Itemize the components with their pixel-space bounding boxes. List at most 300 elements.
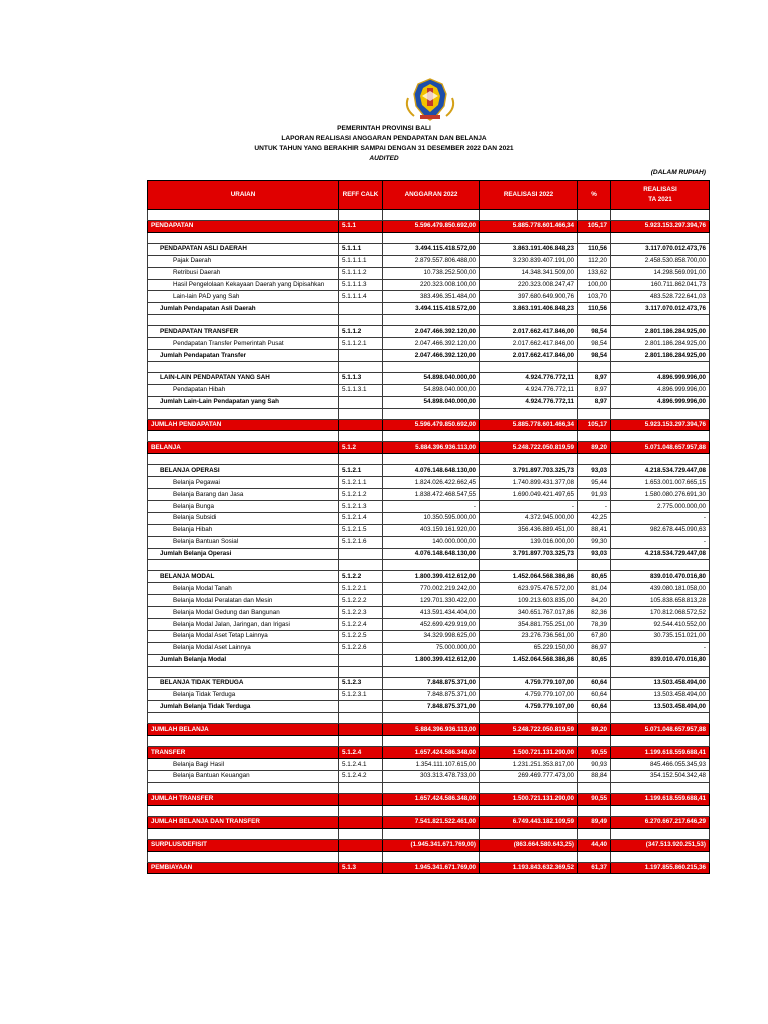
cell-reff [339,454,383,465]
cell-uraian: Jumlah Lain-Lain Pendapatan yang Sah [148,396,339,408]
cell-anggaran: 1.800.399.412.612,00 [383,654,480,666]
cell-reff: 5.1.1.2 [339,326,383,338]
cell-uraian [148,454,339,465]
cell-realisasi-prev: 4.218.534.729.447,08 [611,465,710,477]
cell-realisasi-prev: 5.923.153.297.394,76 [611,419,710,431]
spacer-row [148,560,710,571]
cell-uraian: Jumlah Pendapatan Asli Daerah [148,303,339,315]
cell-reff [339,654,383,666]
spacer-row [148,431,710,442]
cell-reff [339,839,383,851]
cell-percent: 88,84 [578,770,611,782]
cell-reff [339,396,383,408]
table-row [148,267,710,279]
cell-percent [578,828,611,839]
cell-uraian: LAIN-LAIN PENDAPATAN YANG SAH [148,372,339,384]
cell-uraian: PENDAPATAN [148,221,339,233]
cell-realisasi-prev: 2.775.000.000,00 [611,501,710,513]
cell-percent: 60,64 [578,689,611,701]
cell-anggaran [383,805,480,816]
cell-realisasi-prev [611,828,710,839]
cell-uraian: BELANJA MODAL [148,571,339,583]
cell-realisasi: 3.230.839.407.191,00 [480,255,578,267]
cell-reff [339,724,383,736]
cell-percent: 60,64 [578,701,611,713]
cell-uraian: PENDAPATAN TRANSFER [148,326,339,338]
cell-uraian: TRANSFER [148,747,339,759]
cell-realisasi-prev: 4.896.999.996,00 [611,372,710,384]
cell-percent: 61,37 [578,862,611,874]
table-row [148,701,710,713]
cell-anggaran [383,408,480,419]
cell-percent: 95,44 [578,477,611,489]
cell-uraian: Belanja Subsidi [148,512,339,524]
cell-percent: 8,97 [578,384,611,396]
table-row [148,583,710,595]
cell-reff: 5.1.2.1 [339,465,383,477]
spacer-row [148,736,710,747]
table-row [148,396,710,408]
cell-uraian: Retribusi Daerah [148,267,339,279]
cell-uraian [148,210,339,221]
table-row [148,536,710,548]
cell-percent [578,851,611,862]
cell-realisasi: 2.017.662.417.846,00 [480,338,578,350]
cell-reff [339,713,383,724]
cell-realisasi-prev: 160.711.862.041,73 [611,279,710,291]
cell-percent: 103,70 [578,291,611,303]
cell-uraian [148,361,339,372]
cell-uraian: Pendapatan Hibah [148,384,339,396]
table-row [148,419,710,431]
cell-anggaran: 2.047.466.392.120,00 [383,338,480,350]
cell-percent: 89,20 [578,442,611,454]
cell-reff: 5.1.2.2.3 [339,607,383,619]
cell-uraian [148,828,339,839]
cell-realisasi-prev: 2.458.530.858.700,00 [611,255,710,267]
cell-reff: 5.1.1.1.1 [339,255,383,267]
cell-percent [578,782,611,793]
cell-uraian: Jumlah Pendapatan Transfer [148,350,339,362]
cell-anggaran: 10.738.252.500,00 [383,267,480,279]
cell-uraian [148,666,339,677]
cell-realisasi: 23.276.736.561,00 [480,630,578,642]
cell-percent: 93,03 [578,548,611,560]
cell-realisasi [480,782,578,793]
cell-uraian: Belanja Bunga [148,501,339,513]
cell-realisasi-prev [611,851,710,862]
cell-percent [578,408,611,419]
cell-percent [578,713,611,724]
cell-realisasi-prev: 839.010.470.016,80 [611,571,710,583]
cell-percent: 82,36 [578,607,611,619]
cell-realisasi: 354.881.755.251,00 [480,619,578,631]
cell-realisasi-prev [611,666,710,677]
cell-uraian: Hasil Pengelolaan Kekayaan Daerah yang Dipisahkan [148,279,339,291]
cell-uraian: Belanja Bagi Hasil [148,759,339,771]
cell-realisasi [480,232,578,243]
table-row [148,465,710,477]
cell-realisasi-prev: 845.466.055.345,93 [611,759,710,771]
cell-realisasi-prev: 5.071.048.657.957,88 [611,442,710,454]
cell-anggaran: 403.159.161.920,00 [383,524,480,536]
cell-anggaran [383,782,480,793]
cell-realisasi-prev: 1.197.855.860.215,36 [611,862,710,874]
cell-percent: 80,65 [578,571,611,583]
cell-reff: 5.1.2.1.3 [339,501,383,513]
cell-uraian: Belanja Bantuan Keuangan [148,770,339,782]
cell-realisasi [480,560,578,571]
table-row [148,303,710,315]
cell-reff: 5.1.1.3 [339,372,383,384]
cell-realisasi-prev: 2.801.186.284.925,00 [611,326,710,338]
table-row [148,595,710,607]
cell-realisasi [480,851,578,862]
table-row [148,654,710,666]
cell-reff: 5.1.1.1.2 [339,267,383,279]
cell-reff: 5.1.2.2.2 [339,595,383,607]
cell-anggaran [383,736,480,747]
cell-uraian [148,805,339,816]
cell-percent: 44,40 [578,839,611,851]
cell-uraian [148,736,339,747]
cell-realisasi: 1.231.251.353.817,00 [480,759,578,771]
cell-realisasi-prev [611,713,710,724]
cell-realisasi [480,315,578,326]
cell-uraian: Jumlah Belanja Operasi [148,548,339,560]
cell-percent: 89,49 [578,816,611,828]
table-row [148,291,710,303]
cell-anggaran: 1.945.341.671.769,00 [383,862,480,874]
cell-anggaran [383,560,480,571]
cell-percent: 105,17 [578,221,611,233]
cell-realisasi [480,454,578,465]
cell-uraian: SURPLUS/DEFISIT [148,839,339,851]
cell-anggaran: 129.701.330.422,00 [383,595,480,607]
table-row [148,255,710,267]
cell-uraian: JUMLAH BELANJA [148,724,339,736]
cell-uraian: Belanja Tidak Terduga [148,689,339,701]
cell-reff [339,805,383,816]
cell-percent [578,454,611,465]
cell-anggaran: 1.657.424.586.348,00 [383,793,480,805]
cell-percent: 81,04 [578,583,611,595]
cell-anggaran: 1.800.399.412.612,00 [383,571,480,583]
cell-anggaran [383,315,480,326]
cell-reff [339,431,383,442]
col-header-percent: % [578,181,611,210]
cell-realisasi: 1.193.843.632.369,52 [480,862,578,874]
cell-realisasi: 3.863.191.406.848,23 [480,243,578,255]
table-row [148,747,710,759]
cell-percent [578,361,611,372]
cell-realisasi: 340.651.767.017,86 [480,607,578,619]
table-row [148,630,710,642]
table-row [148,338,710,350]
table-row [148,770,710,782]
cell-realisasi: 4.759.779.107,00 [480,701,578,713]
cell-realisasi-prev: 2.801.186.284.925,00 [611,338,710,350]
cell-realisasi: 1.500.721.131.290,00 [480,747,578,759]
cell-percent [578,736,611,747]
cell-uraian: Belanja Hibah [148,524,339,536]
cell-reff [339,736,383,747]
cell-realisasi [480,736,578,747]
cell-percent: 110,56 [578,243,611,255]
cell-realisasi: 65.229.150,00 [480,642,578,654]
spacer-row [148,666,710,677]
cell-realisasi [480,431,578,442]
cell-anggaran: 2.879.557.806.488,00 [383,255,480,267]
cell-anggaran [383,828,480,839]
spacer-row [148,361,710,372]
cell-anggaran: 54.898.040.000,00 [383,372,480,384]
cell-realisasi-prev: 170.812.068.572,52 [611,607,710,619]
cell-realisasi: 4.924.776.772,11 [480,396,578,408]
cell-reff: 5.1.2.4.1 [339,759,383,771]
cell-reff: 5.1.1.3.1 [339,384,383,396]
cell-anggaran: 220.323.008.100,00 [383,279,480,291]
cell-uraian: Belanja Pegawai [148,477,339,489]
table-row [148,512,710,524]
col-header-realisasi: REALISASI 2022 [480,181,578,210]
cell-anggaran: 2.047.466.392.120,00 [383,326,480,338]
cell-realisasi-prev: 354.152.504.342,48 [611,770,710,782]
cell-percent: 90,93 [578,759,611,771]
cell-percent: 67,80 [578,630,611,642]
cell-uraian: BELANJA TIDAK TERDUGA [148,677,339,689]
cell-reff [339,419,383,431]
cell-realisasi-prev: 4.896.999.996,00 [611,396,710,408]
cell-realisasi-prev: 3.117.070.012.473,76 [611,303,710,315]
cell-anggaran: 303.313.478.733,00 [383,770,480,782]
cell-percent [578,666,611,677]
cell-anggaran [383,361,480,372]
cell-realisasi-prev [611,454,710,465]
spacer-row [148,805,710,816]
cell-anggaran: 3.494.115.418.572,00 [383,243,480,255]
cell-reff: 5.1.2.4 [339,747,383,759]
cell-percent: 60,64 [578,677,611,689]
cell-anggaran: 5.884.396.936.113,00 [383,442,480,454]
cell-reff: 5.1.1.1 [339,243,383,255]
spacer-row [148,210,710,221]
cell-percent: 110,56 [578,303,611,315]
cell-reff: 5.1.1.1.3 [339,279,383,291]
cell-percent: 90,55 [578,793,611,805]
cell-uraian: Pendapatan Transfer Pemerintah Pusat [148,338,339,350]
cell-realisasi-prev [611,782,710,793]
cell-reff [339,350,383,362]
cell-percent: 105,17 [578,419,611,431]
cell-percent [578,805,611,816]
cell-uraian: Belanja Modal Peralatan dan Mesin [148,595,339,607]
cell-realisasi: 1.690.049.421.497,65 [480,489,578,501]
cell-realisasi: 6.749.443.182.109,59 [480,816,578,828]
cell-realisasi-prev: 1.199.618.559.688,41 [611,747,710,759]
report-audit-status: AUDITED [369,155,399,162]
col-header-realisasi-prev-line1: REALISASI [643,186,677,194]
spacer-row [148,713,710,724]
spacer-row [148,315,710,326]
cell-realisasi-prev: 839.010.470.016,80 [611,654,710,666]
cell-anggaran: 5.884.396.936.113,00 [383,724,480,736]
table-row [148,501,710,513]
col-header-realisasi-prev [611,181,710,210]
cell-percent [578,315,611,326]
cell-anggaran: 10.350.595.000,00 [383,512,480,524]
cell-realisasi: (863.664.580.643,25) [480,839,578,851]
cell-reff [339,701,383,713]
cell-realisasi-prev: 14.298.569.091,00 [611,267,710,279]
cell-reff [339,210,383,221]
report-period: UNTUK TAHUN YANG BERAKHIR SAMPAI DENGAN 31 DESEMBER 2022 DAN 2021 [254,145,514,152]
cell-realisasi-prev [611,408,710,419]
cell-reff: 5.1.1.2.1 [339,338,383,350]
cell-anggaran: 75.000.000,00 [383,642,480,654]
cell-reff: 5.1.2.2.1 [339,583,383,595]
cell-reff [339,560,383,571]
cell-realisasi-prev [611,210,710,221]
cell-reff [339,232,383,243]
cell-uraian: PEMBIAYAAN [148,862,339,874]
cell-uraian: JUMLAH PENDAPATAN [148,419,339,431]
cell-reff: 5.1.2.3 [339,677,383,689]
cell-realisasi-prev: (347.513.920.251,53) [611,839,710,851]
cell-realisasi: 1.452.064.568.386,86 [480,571,578,583]
cell-realisasi: 2.017.662.417.846,00 [480,350,578,362]
cell-realisasi-prev: 6.270.667.217.646,29 [611,816,710,828]
cell-percent: 98,54 [578,350,611,362]
cell-anggaran [383,851,480,862]
cell-percent: 93,03 [578,465,611,477]
bali-province-emblem-icon [402,78,458,122]
table-row [148,489,710,501]
cell-reff [339,816,383,828]
cell-realisasi-prev: - [611,642,710,654]
cell-realisasi: 14.348.341.509,00 [480,267,578,279]
cell-reff: 5.1.2.2 [339,571,383,583]
spacer-row [148,828,710,839]
cell-uraian: Pajak Daerah [148,255,339,267]
spacer-row [148,408,710,419]
cell-uraian [148,408,339,419]
cell-realisasi: 4.759.779.107,00 [480,689,578,701]
cell-realisasi: 5.248.722.050.819,59 [480,442,578,454]
cell-anggaran: 1.354.111.107.615,00 [383,759,480,771]
cell-realisasi-prev: 13.503.458.494,00 [611,701,710,713]
cell-realisasi: 220.323.008.247,47 [480,279,578,291]
cell-anggaran: 1.824.026.422.662,45 [383,477,480,489]
cell-uraian: Belanja Modal Jalan, Jaringan, dan Irigasi [148,619,339,631]
cell-reff [339,548,383,560]
cell-percent: 78,39 [578,619,611,631]
cell-percent: 112,20 [578,255,611,267]
cell-realisasi-prev [611,736,710,747]
cell-reff [339,793,383,805]
cell-realisasi-prev: - [611,536,710,548]
cell-realisasi-prev [611,232,710,243]
table-row [148,816,710,828]
cell-anggaran: 452.699.429.919,00 [383,619,480,631]
cell-realisasi: 1.740.899.431.377,08 [480,477,578,489]
table-row [148,326,710,338]
spacer-row [148,232,710,243]
col-header-anggaran: ANGGARAN 2022 [383,181,480,210]
report-org-title: PEMERINTAH PROVINSI BALI [337,125,431,132]
cell-uraian: Belanja Barang dan Jasa [148,489,339,501]
cell-anggaran: 4.076.148.648.130,00 [383,548,480,560]
cell-uraian [148,851,339,862]
cell-percent: 99,30 [578,536,611,548]
cell-reff [339,782,383,793]
cell-percent: 100,00 [578,279,611,291]
cell-realisasi-prev: 1.199.618.559.688,41 [611,793,710,805]
cell-anggaran: 3.494.115.418.572,00 [383,303,480,315]
cell-realisasi: 109.213.603.835,00 [480,595,578,607]
cell-anggaran [383,431,480,442]
cell-reff: 5.1.2.1.4 [339,512,383,524]
cell-anggaran: 1.838.472.468.547,55 [383,489,480,501]
cell-realisasi: 5.248.722.050.819,59 [480,724,578,736]
cell-reff: 5.1.2.2.4 [339,619,383,631]
table-row [148,759,710,771]
cell-percent: 88,41 [578,524,611,536]
cell-anggaran [383,210,480,221]
cell-anggaran [383,713,480,724]
cell-percent: 90,55 [578,747,611,759]
cell-realisasi [480,210,578,221]
cell-reff: 5.1.1 [339,221,383,233]
cell-uraian [148,232,339,243]
cell-realisasi: 1.500.721.131.290,00 [480,793,578,805]
cell-realisasi: 2.017.662.417.846,00 [480,326,578,338]
cell-anggaran: 383.496.351.484,00 [383,291,480,303]
cell-anggaran [383,666,480,677]
cell-percent: 133,62 [578,267,611,279]
cell-percent [578,560,611,571]
cell-realisasi-prev: 13.503.458.494,00 [611,689,710,701]
cell-percent: 86,97 [578,642,611,654]
col-header-realisasi-prev-line2: TA 2021 [648,196,672,203]
cell-uraian [148,315,339,326]
table-row [148,442,710,454]
cell-reff [339,666,383,677]
cell-anggaran: 7.848.875.371,00 [383,701,480,713]
table-row [148,793,710,805]
cell-anggaran [383,232,480,243]
currency-unit-note: (DALAM RUPIAH) [650,169,706,176]
cell-uraian: JUMLAH TRANSFER [148,793,339,805]
cell-anggaran [383,454,480,465]
table-row [148,279,710,291]
table-row [148,350,710,362]
cell-uraian [148,782,339,793]
cell-uraian: Belanja Bantuan Sosial [148,536,339,548]
cell-realisasi-prev: 3.117.070.012.473,76 [611,243,710,255]
cell-anggaran: 7.848.875.371,00 [383,677,480,689]
cell-reff: 5.1.2.1.2 [339,489,383,501]
cell-uraian: Lain-lain PAD yang Sah [148,291,339,303]
table-row [148,477,710,489]
cell-realisasi: 269.469.777.473,00 [480,770,578,782]
cell-anggaran: 1.657.424.586.348,00 [383,747,480,759]
table-row [148,243,710,255]
cell-uraian: Belanja Modal Aset Tetap Lainnya [148,630,339,642]
cell-realisasi-prev [611,560,710,571]
table-row [148,619,710,631]
cell-realisasi [480,828,578,839]
